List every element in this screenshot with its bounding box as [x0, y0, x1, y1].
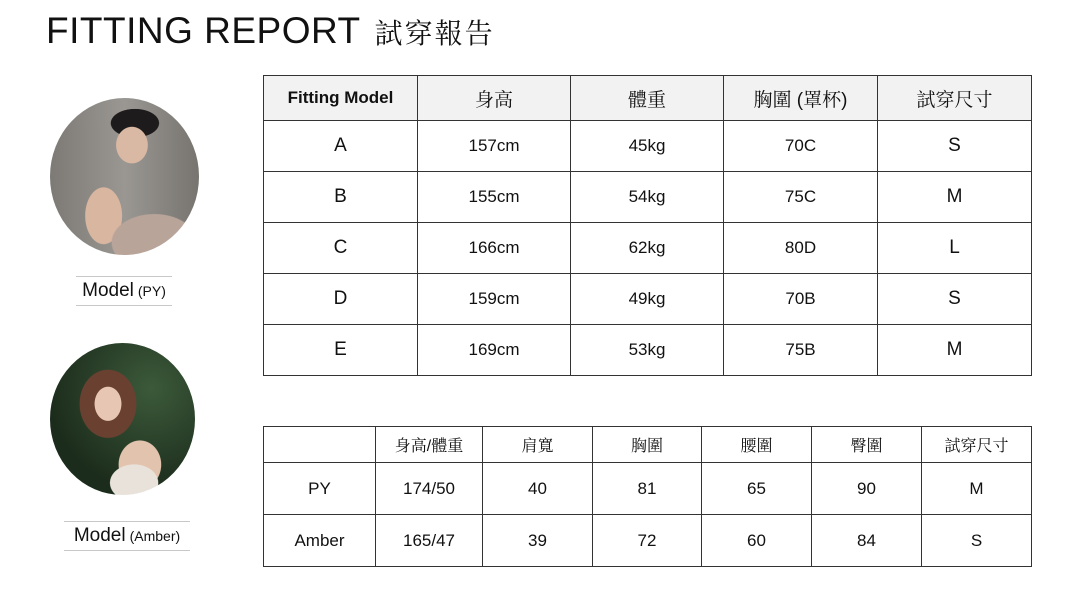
table-cell: 75C — [724, 172, 878, 223]
header-cell: 腰圍 — [702, 427, 812, 463]
table-cell: 84 — [812, 515, 922, 567]
table-cell: 53kg — [571, 325, 724, 376]
header-cell: 胸圍 — [593, 427, 702, 463]
table-cell: 70B — [724, 274, 878, 325]
model-py-photo — [50, 98, 199, 255]
table-cell: L — [878, 223, 1032, 274]
header-cell: 身高/體重 — [376, 427, 483, 463]
table-cell: 157cm — [418, 121, 571, 172]
table-cell: 60 — [702, 515, 812, 567]
table-row — [264, 223, 1032, 274]
table-row — [264, 325, 1032, 376]
table-cell: A — [264, 121, 418, 172]
model-amber-label — [64, 521, 190, 551]
table-row — [264, 515, 1032, 567]
header-cell: 體重 — [571, 76, 724, 121]
header-cell: 試穿尺寸 — [878, 76, 1032, 121]
table-cell: 174/50 — [376, 463, 483, 515]
table-cell: M — [878, 172, 1032, 223]
model-amber-label-text: Model — [73, 525, 126, 546]
table-cell: C — [264, 223, 418, 274]
table-cell: S — [878, 274, 1032, 325]
header-cell: 肩寬 — [483, 427, 593, 463]
table-cell: 166cm — [418, 223, 571, 274]
table-cell: 155cm — [418, 172, 571, 223]
header-cell: Fitting Model — [264, 76, 418, 121]
model-py-label-sub: (PY) — [137, 283, 166, 299]
table-cell: 72 — [593, 515, 702, 567]
table-cell: 90 — [812, 463, 922, 515]
table-cell: 49kg — [571, 274, 724, 325]
header-cell — [264, 427, 376, 463]
table-cell: 81 — [593, 463, 702, 515]
table-header-row — [264, 427, 1032, 463]
table-cell: 62kg — [571, 223, 724, 274]
table-header-row — [264, 76, 1032, 121]
table-cell: 159cm — [418, 274, 571, 325]
table-cell: 40 — [483, 463, 593, 515]
table-cell: PY — [264, 463, 376, 515]
table-cell: S — [878, 121, 1032, 172]
table-cell: M — [922, 463, 1032, 515]
page-title — [46, 10, 495, 52]
table-cell: M — [878, 325, 1032, 376]
table-cell: 165/47 — [376, 515, 483, 567]
title-sub: 試穿報告 — [374, 18, 495, 49]
header-cell: 臀圍 — [812, 427, 922, 463]
table-cell: 169cm — [418, 325, 571, 376]
table-cell: E — [264, 325, 418, 376]
table-row — [264, 274, 1032, 325]
table-cell: 80D — [724, 223, 878, 274]
header-cell: 胸圍 (罩杯) — [724, 76, 878, 121]
model-measurements-table — [263, 426, 1032, 567]
table-cell: 39 — [483, 515, 593, 567]
model-py-label-text: Model — [82, 280, 134, 301]
model-py-label — [76, 276, 172, 306]
table-cell: 45kg — [571, 121, 724, 172]
model-amber-photo — [50, 343, 195, 495]
fitting-model-table — [263, 75, 1032, 376]
table-cell: 75B — [724, 325, 878, 376]
header-cell: 身高 — [418, 76, 571, 121]
table-cell: B — [264, 172, 418, 223]
table-row — [264, 172, 1032, 223]
table-cell: D — [264, 274, 418, 325]
title-main: FITTING REPORT — [46, 10, 361, 51]
table-row — [264, 463, 1032, 515]
table-cell: Amber — [264, 515, 376, 567]
header-cell: 試穿尺寸 — [922, 427, 1032, 463]
model-amber-label-sub: (Amber) — [129, 528, 181, 544]
table-cell: 70C — [724, 121, 878, 172]
table-cell: S — [922, 515, 1032, 567]
table-cell: 54kg — [571, 172, 724, 223]
table-cell: 65 — [702, 463, 812, 515]
table-row — [264, 121, 1032, 172]
